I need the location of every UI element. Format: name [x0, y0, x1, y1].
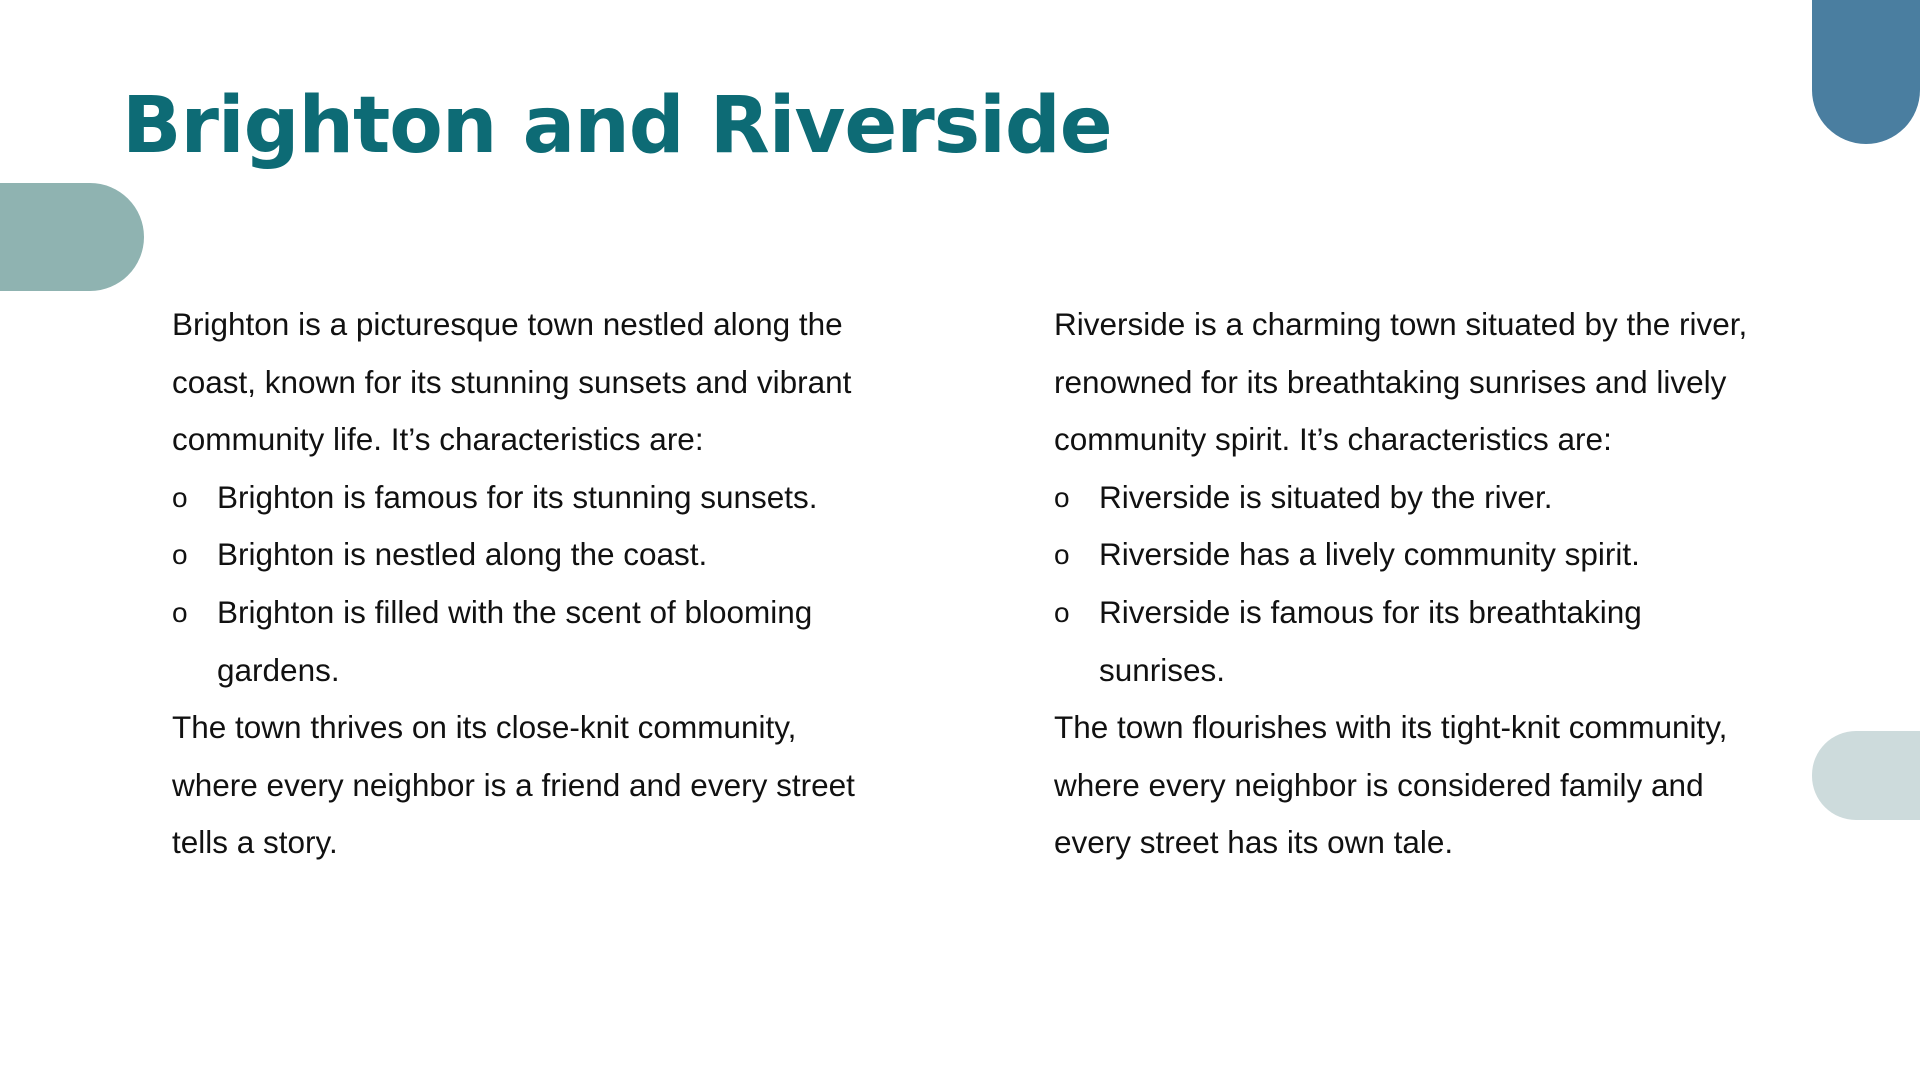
riverside-bullet-item — [1054, 469, 1754, 527]
brighton-bullet-item — [172, 584, 872, 699]
bullet-text: Brighton is nestled along the coast. — [217, 536, 708, 573]
brighton-bullet-item — [172, 526, 872, 584]
slide-title: Brighton and Riverside — [122, 81, 1112, 171]
decorative-tab-top-right — [1812, 0, 1920, 144]
bullet-text: Brighton is famous for its stunning sunsets. — [217, 478, 818, 515]
bullet-marker: o — [172, 596, 188, 628]
riverside-bullet-list — [1054, 469, 1754, 699]
riverside-bullet-item — [1054, 584, 1754, 699]
decorative-tab-left — [0, 183, 144, 291]
brighton-bullet-item — [172, 469, 872, 527]
brighton-column — [172, 296, 872, 872]
decorative-tab-right — [1812, 731, 1920, 820]
riverside-bullet-item — [1054, 526, 1754, 584]
bullet-marker: o — [1054, 539, 1070, 571]
riverside-column — [1054, 296, 1754, 872]
bullet-marker: o — [1054, 481, 1070, 513]
riverside-intro: Riverside is a charming town situated by the river, renowned for its breathtaking sunrises and lively community spirit. It’s characteristics are: — [1054, 306, 1748, 458]
brighton-intro: Brighton is a picturesque town nestled along the coast, known for its stunning sunsets and vibrant community life. It’s characteristics are: — [172, 306, 852, 458]
brighton-outro: The town thrives on its close-knit community, where every neighbor is a friend and every street tells a story. — [172, 709, 855, 861]
brighton-bullet-list — [172, 469, 872, 699]
bullet-marker: o — [172, 481, 188, 513]
bullet-marker: o — [172, 539, 188, 571]
bullet-text: Brighton is filled with the scent of blooming gardens. — [217, 593, 813, 688]
bullet-text: Riverside is famous for its breathtaking sunrises. — [1099, 593, 1642, 688]
bullet-marker: o — [1054, 596, 1070, 628]
bullet-text: Riverside is situated by the river. — [1099, 478, 1553, 515]
riverside-outro: The town flourishes with its tight-knit community, where every neighbor is considered family and every street has its own tale. — [1054, 709, 1728, 861]
bullet-text: Riverside has a lively community spirit. — [1099, 536, 1640, 573]
